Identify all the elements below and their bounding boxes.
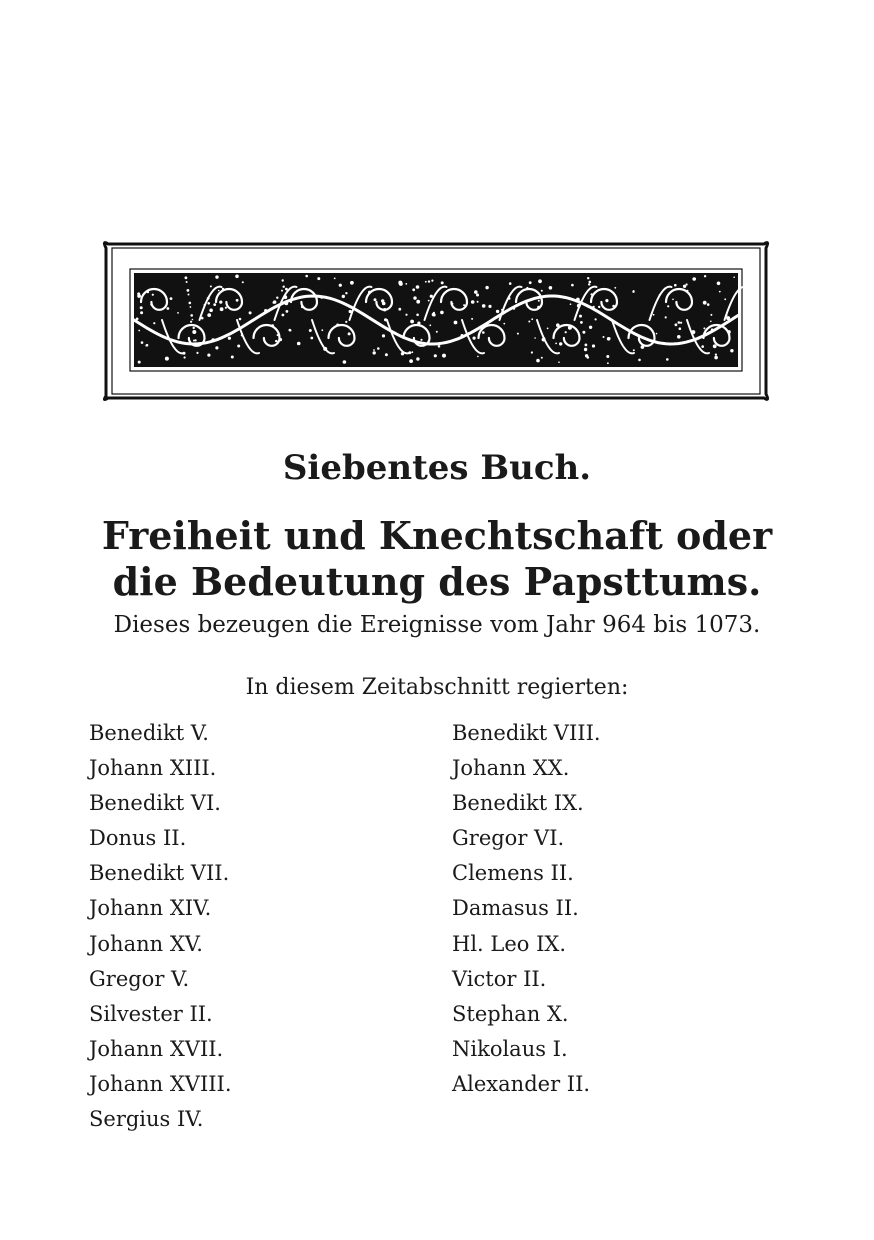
- subtitle: Dieses bezeugen die Ereignisse vom Jahr 964 bis 1073.: [113, 612, 761, 638]
- pope-name: Gregor V.: [89, 966, 190, 991]
- popes-list-left: [89, 716, 232, 1137]
- main-title: [0, 513, 874, 605]
- pope-name: Benedikt VI.: [89, 791, 221, 816]
- pope-name: Alexander II.: [452, 1071, 591, 1096]
- pope-name: Johann XX.: [452, 756, 570, 781]
- floral-vine-ornament-icon: [100, 238, 772, 404]
- pope-name: Victor II.: [452, 966, 547, 991]
- pope-name: Johann XIII.: [89, 756, 217, 781]
- pope-name: Benedikt IX.: [452, 791, 584, 816]
- list-heading: In diesem Zeitabschnitt regierten:: [245, 675, 629, 700]
- pope-name: Benedikt VII.: [89, 861, 230, 886]
- pope-name: Stephan X.: [452, 1001, 569, 1026]
- pope-name: Silvester II.: [89, 1001, 213, 1026]
- pope-name: Gregor VI.: [452, 826, 565, 851]
- book-title: Siebentes Buch.: [282, 448, 592, 488]
- main-title-line-1: Freiheit und Knechtschaft oder: [101, 513, 773, 558]
- pope-name: Nikolaus I.: [452, 1036, 568, 1061]
- pope-name: Benedikt VIII.: [452, 721, 601, 745]
- pope-name: Sergius IV.: [89, 1107, 204, 1132]
- pope-name: Johann XIV.: [89, 896, 212, 921]
- main-title-line-2: die Bedeutung des Papsttums.: [112, 559, 762, 604]
- pope-name: Donus II.: [89, 826, 187, 851]
- pope-name: Hl. Leo IX.: [452, 931, 566, 956]
- pope-name: Johann XVII.: [89, 1036, 224, 1061]
- pope-name: Johann XVIII.: [89, 1071, 232, 1096]
- popes-list-right: [452, 716, 601, 1102]
- pope-name: Damasus II.: [452, 896, 579, 921]
- pope-name: Clemens II.: [452, 861, 574, 886]
- pope-name: Johann XV.: [89, 931, 203, 956]
- pope-name: Benedikt V.: [89, 721, 209, 745]
